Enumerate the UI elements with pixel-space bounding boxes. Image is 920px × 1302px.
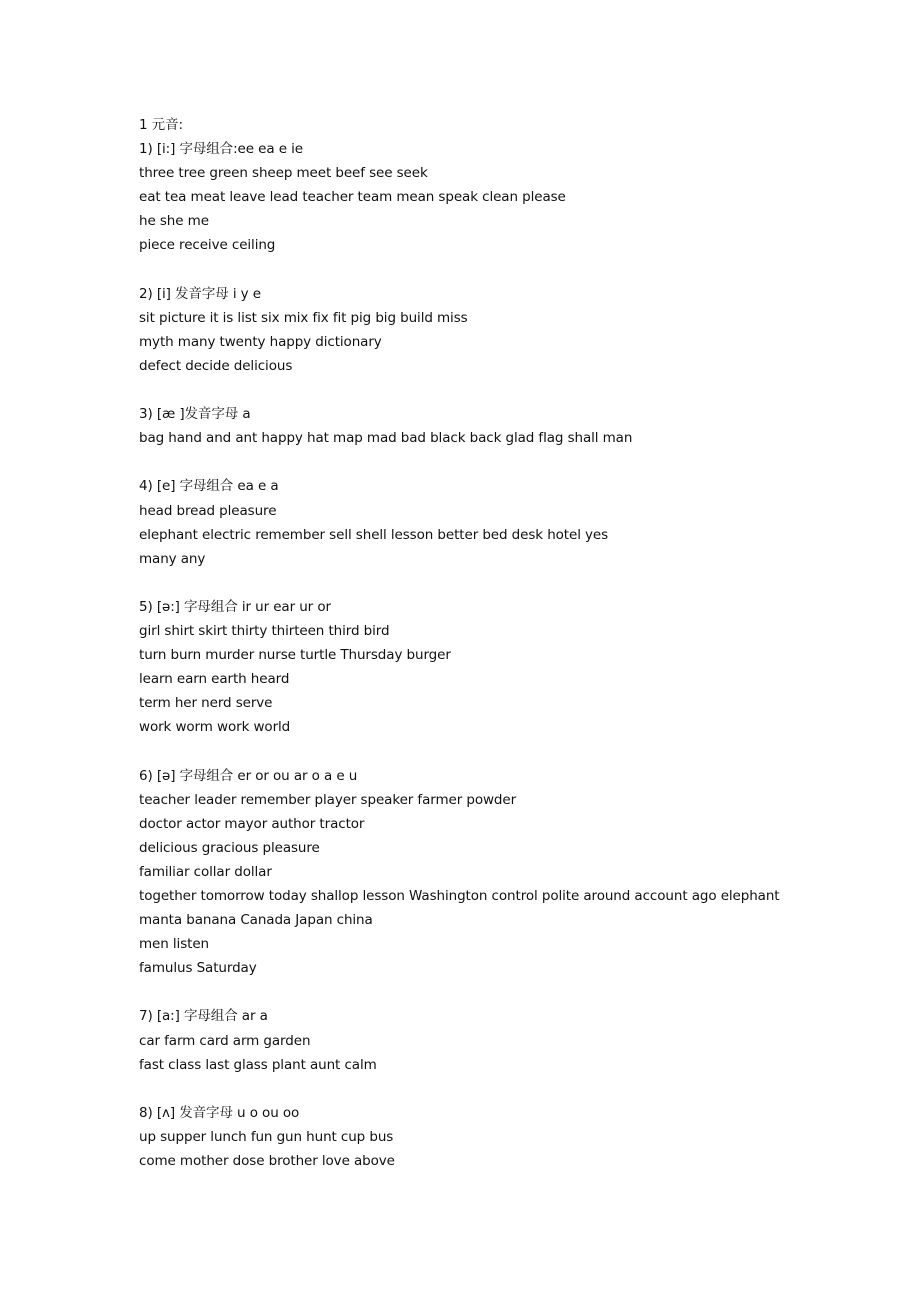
section-title: 8) [ʌ] 发音字母 u o ou oo (139, 1104, 300, 1121)
document-body (139, 113, 899, 1173)
word-line: men listen (139, 936, 209, 953)
blank-line (139, 258, 899, 282)
word-line: together tomorrow today shallop lesson Washington control polite around account ago elephant (139, 888, 780, 904)
section-title: 2) [i] 发音字母 i y e (139, 285, 261, 302)
word-line: elephant electric remember sell shell lesson better bed desk hotel yes (139, 526, 609, 543)
word-line: familiar collar dollar (139, 863, 272, 880)
word-line: turn burn murder nurse turtle Thursday burger (139, 647, 451, 664)
section-title: 4) [e] 字母组合 ea e a (139, 478, 279, 495)
blank-line (139, 1077, 899, 1101)
word-line: he she me (139, 213, 209, 230)
word-line: bag hand and ant happy hat map mad bad black back glad flag shall man (139, 430, 633, 447)
blank-line (139, 739, 899, 763)
blank-line (139, 450, 899, 474)
blank-line (139, 378, 899, 402)
word-line: work worm work world (139, 719, 291, 736)
section-title: 6) [ə] 字母组合 er or ou ar o a e u (139, 767, 358, 784)
word-line: girl shirt skirt thirty thirteen third bird (139, 622, 390, 639)
word-line: three tree green sheep meet beef see seek (139, 165, 428, 182)
section-title: 7) [a:] 字母组合 ar a (139, 1008, 268, 1025)
word-line: up supper lunch fun gun hunt cup bus (139, 1128, 394, 1145)
word-line: teacher leader remember player speaker farmer powder (139, 791, 517, 808)
blank-line (139, 571, 899, 595)
word-line: myth many twenty happy dictionary (139, 333, 382, 350)
word-line: piece receive ceiling (139, 237, 276, 254)
word-line: famulus Saturday (139, 960, 257, 977)
section-title: 5) [ə:] 字母组合 ir ur ear ur or (139, 598, 331, 615)
word-line: manta banana Canada Japan china (139, 912, 373, 929)
word-line: fast class last glass plant aunt calm (139, 1056, 377, 1073)
word-line: defect decide delicious (139, 357, 293, 374)
document-heading: 1 元音: (139, 117, 183, 133)
word-line: car farm card arm garden (139, 1032, 311, 1049)
word-line: doctor actor mayor author tractor (139, 815, 365, 832)
section-title: 1) [i:] 字母组合:ee ea e ie (139, 141, 303, 158)
word-line: term her nerd serve (139, 695, 273, 712)
word-line: come mother dose brother love above (139, 1153, 395, 1170)
word-line: head bread pleasure (139, 502, 277, 519)
word-line: learn earn earth heard (139, 671, 290, 688)
section-title: 3) [æ ]发音字母 a (139, 406, 251, 423)
word-line: eat tea meat leave lead teacher team mean speak clean please (139, 189, 566, 206)
word-line: sit picture it is list six mix fix fit pig big build miss (139, 309, 468, 326)
word-line: delicious gracious pleasure (139, 839, 320, 856)
blank-line (139, 980, 899, 1004)
word-line: many any (139, 550, 206, 567)
